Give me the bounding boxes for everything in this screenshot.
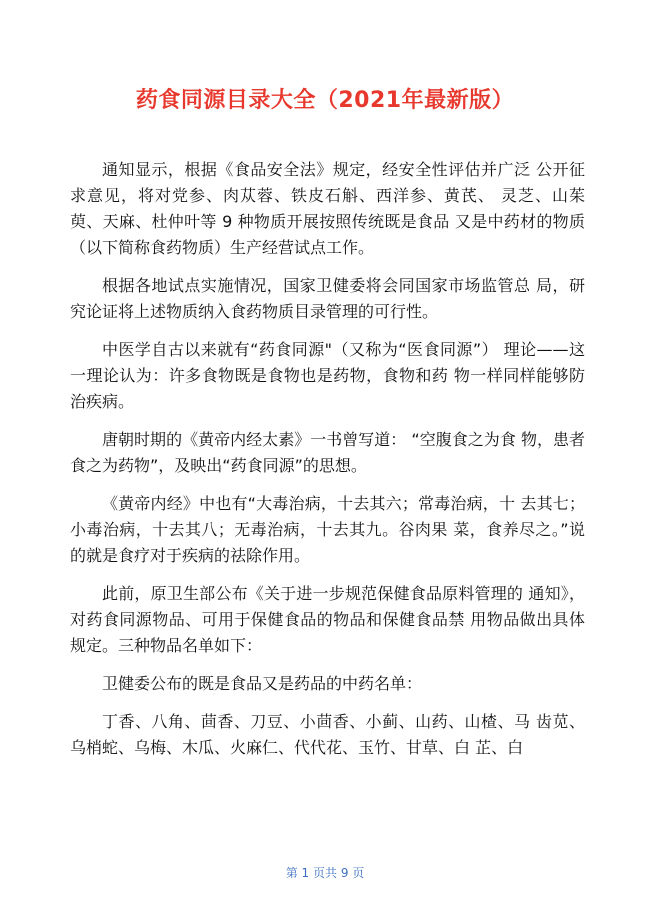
paragraph-huangdi-neijing: 《黄帝内经》中也有“大毒治病，十去其六；常毒治病，十 去其七；小毒治病，十去其八；无毒治病，十去其九。谷肉果 菜，食养尽之。”说的就是食疗对于疾病的祛除作用。 xyxy=(70,494,585,565)
paragraph-pilot: 根据各地试点实施情况，国家卫健委将会同国家市场监管总 局，研究论证将上述物质纳入食药物质目录管理的可行性。 xyxy=(70,276,585,321)
document-body xyxy=(70,157,585,773)
paragraph-list-heading: 卫健委公布的既是食品又是药品的中药名单： xyxy=(102,674,423,693)
paragraph-ministry-notice: 此前，原卫生部公布《关于进一步规范保健食品原料管理的 通知》，对药食同源物品、可用于保健食品的物品和保健食品禁 用物品做出具体规定。三种物品名单如下： xyxy=(70,584,585,655)
paragraph-tcm-theory: 中医学自古以来就有“药食同源"（又称为“医食同源”） 理论——这一理论认为：许多食物既是食物也是药物，食物和药 物一样同样能够防治疾病。 xyxy=(70,340,585,411)
paragraph-tang-dynasty: 唐朝时期的《黄帝内经太素》一书曾写道： “空腹食之为食 物，患者食之为药物”，及映出“药食同源”的思想。 xyxy=(70,430,585,475)
page-number: 第 1 页共 9 页 xyxy=(285,866,365,880)
paragraph-notice: 通知显示，根据《食品安全法》规定，经安全性评估并广泛 公开征求意见，将对党参、肉苁蓉、铁皮石斛、西洋参、黄芪、 灵芝、山茱萸、天麻、杜仲叶等 9 种物质开展按照传统既是食品 又是中药材的物质（以下简称食药物质）生产经营试点工作。 xyxy=(70,160,585,257)
document-title: 药食同源目录大全（2021年最新版） xyxy=(135,88,515,113)
paragraph-herb-list: 丁香、八角、茴香、刀豆、小茴香、小蓟、山药、山楂、马 齿苋、乌梢蛇、乌梅、木瓜、火麻仁、代代花、玉竹、甘草、白 芷、白 xyxy=(70,712,585,757)
